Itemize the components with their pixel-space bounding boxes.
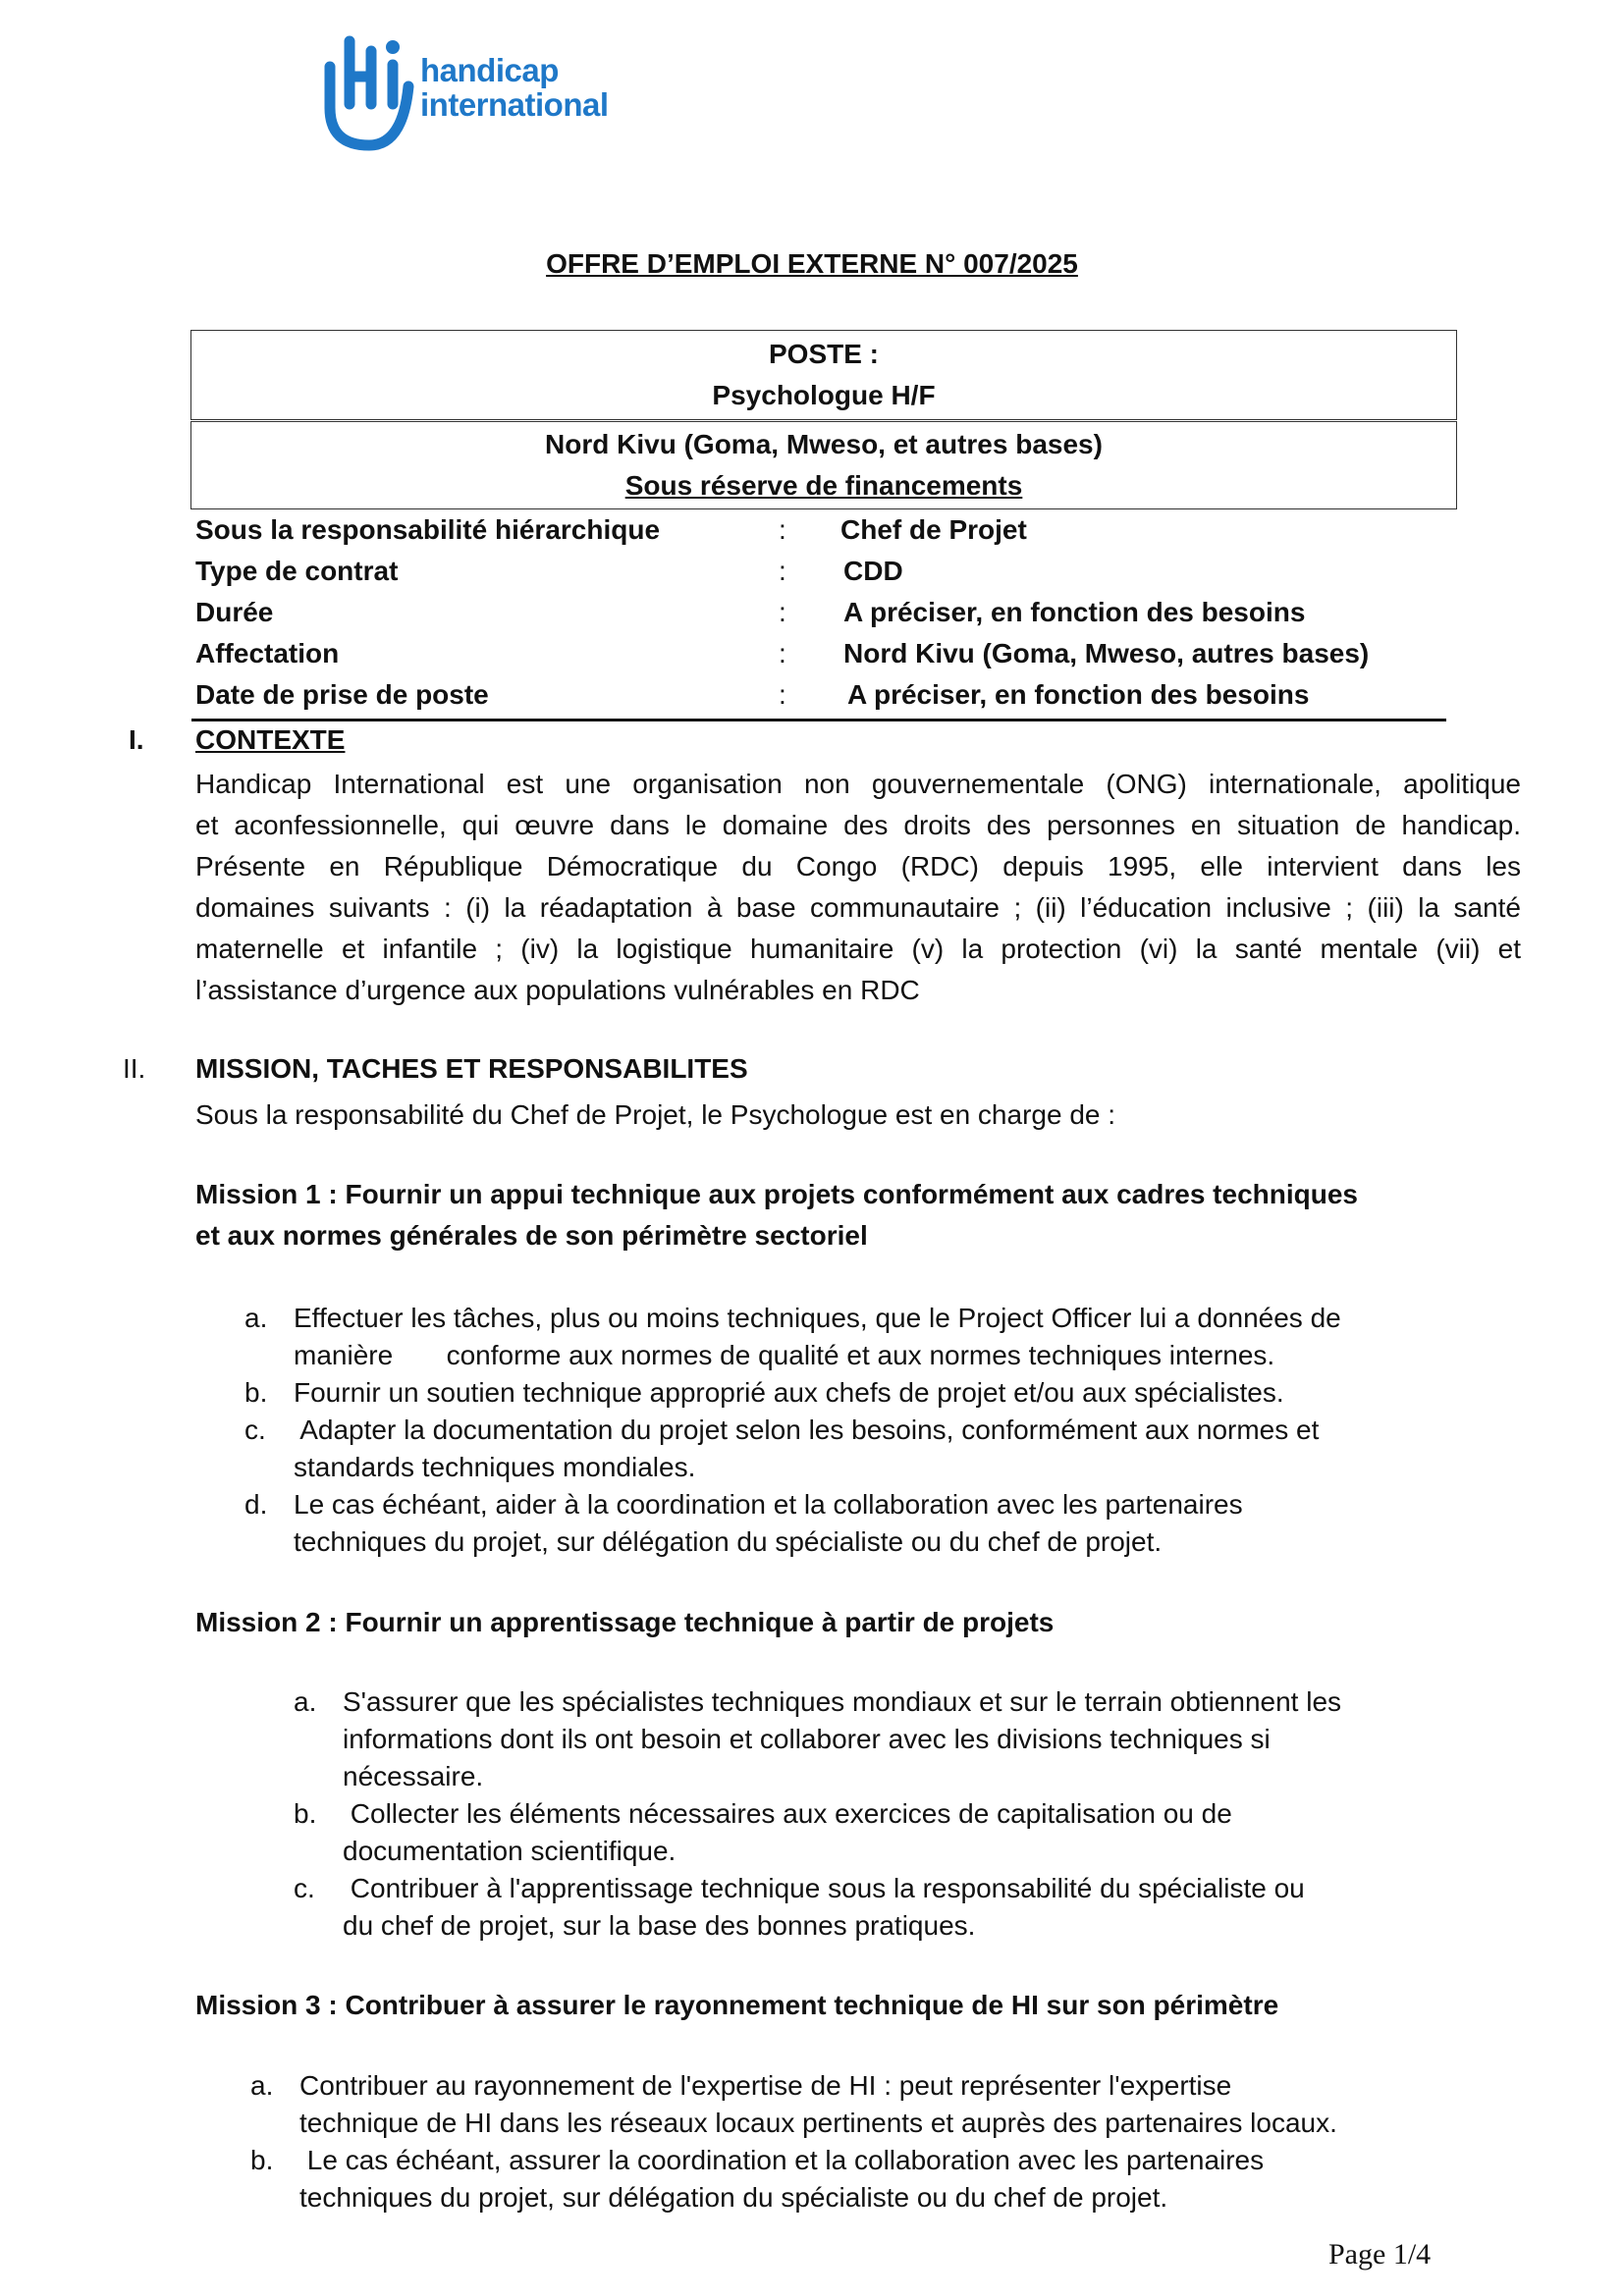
list-item-text: techniques du projet, sur délégation du spécialiste ou du chef de projet. — [294, 1526, 1163, 1557]
context-line: et aconfessionnelle, qui œuvre dans le domaine des droits des personnes en situation de handicap. — [195, 810, 1521, 840]
info-divider — [191, 719, 1446, 721]
mission-1-heading — [195, 1174, 1358, 1256]
list-item-text: informations dont ils ont besoin et collaborer avec les divisions techniques si — [343, 1724, 1271, 1754]
list-item-label: a. — [250, 2070, 274, 2101]
list-item-label: b. — [250, 2145, 274, 2175]
list-item-text: Contribuer au rayonnement de l'expertise de HI : peut représenter l'expertise — [299, 2070, 1232, 2101]
list-item-text: Fournir un soutien technique approprié aux chefs de projet et/ou aux spécialistes. — [294, 1377, 1284, 1408]
list-item-text: Contribuer à l'apprentissage technique sous la responsabilité du spécialiste ou — [343, 1873, 1305, 1903]
info-key: Date de prise de poste — [195, 679, 489, 710]
info-sep: : — [779, 556, 786, 586]
logo — [320, 27, 654, 155]
info-key: Sous la responsabilité hiérarchique — [195, 514, 661, 545]
list-item-label: b. — [244, 1377, 268, 1408]
info-row — [195, 509, 1452, 551]
info-sep: : — [779, 638, 786, 668]
poste-label: POSTE : — [768, 339, 879, 369]
list-item-text: du chef de projet, sur la base des bonnes pratiques. — [343, 1910, 976, 1941]
section-1-number: I. — [129, 724, 144, 755]
mission-1-line-2: et aux normes générales de son périmètre sectoriel — [195, 1220, 868, 1251]
mission-2-line-1: Mission 2 : Fournir un apprentissage technique à partir de projets — [195, 1607, 1055, 1637]
list-item — [294, 1683, 1472, 1795]
list-item-text: Collecter les éléments nécessaires aux exercices de capitalisation ou de — [343, 1798, 1232, 1829]
list-item — [250, 2142, 1478, 2216]
info-value: A préciser, en fonction des besoins — [843, 597, 1306, 627]
context-paragraph — [195, 764, 1521, 1011]
list-item-text: nécessaire. — [343, 1761, 484, 1791]
context-line: domaines suivants : (i) la réadaptation à base communautaire ; (ii) l’éducation inclusive ; (iii) la santé — [195, 892, 1521, 923]
logo-text — [420, 53, 609, 122]
mission-3-heading — [195, 1985, 1278, 2026]
context-line: maternelle et infantile ; (iv) la logistique humanitaire (v) la protection (vi) la santé mentale (vii) et — [195, 934, 1521, 964]
info-row — [195, 633, 1452, 674]
list-item — [244, 1412, 1472, 1486]
offer-title-text: OFFRE D’EMPLOI EXTERNE N° 007/2025 — [546, 248, 1078, 279]
list-item-text: documentation scientifique. — [343, 1836, 677, 1866]
info-value: CDD — [843, 556, 903, 586]
list-item-text: Le cas échéant, assurer la coordination et la collaboration avec les partenaires — [299, 2145, 1265, 2175]
context-line: l’assistance d’urgence aux populations vulnérables en RDC — [195, 975, 920, 1005]
mission-3-line-1: Mission 3 : Contribuer à assurer le rayonnement technique de HI sur son périmètre — [195, 1990, 1279, 2020]
info-row — [195, 551, 1452, 592]
list-item — [294, 1795, 1472, 1870]
list-item-text: manière conforme aux normes de qualité et aux normes techniques internes. — [294, 1340, 1275, 1370]
section-2-title: MISSION, TACHES ET RESPONSABILITES — [195, 1053, 748, 1084]
info-key: Affectation — [195, 638, 340, 668]
info-sep: : — [779, 597, 786, 627]
context-line: Présente en République Démocratique du Congo (RDC) depuis 1995, elle intervient dans les — [195, 851, 1521, 881]
section-2-number: II. — [123, 1053, 146, 1084]
mission-1-list — [244, 1300, 1472, 1561]
mission-2-list — [294, 1683, 1472, 1945]
list-item — [294, 1870, 1472, 1945]
list-item-text: Le cas échéant, aider à la coordination et la collaboration avec les partenaires — [294, 1489, 1243, 1520]
list-item-label: c. — [244, 1415, 266, 1445]
list-item-text: techniques du projet, sur délégation du spécialiste ou du chef de projet. — [299, 2182, 1168, 2213]
list-item — [250, 2067, 1478, 2142]
funding-note: Sous réserve de financements — [624, 470, 1023, 501]
info-row — [195, 674, 1452, 716]
list-item — [244, 1486, 1472, 1561]
poste-value: Psychologue H/F — [712, 380, 936, 410]
list-item-text: S'assurer que les spécialistes techniques mondiaux et sur le terrain obtiennent les — [343, 1686, 1342, 1717]
info-row — [195, 592, 1452, 633]
list-item — [244, 1300, 1472, 1374]
list-item-text: technique de HI dans les réseaux locaux pertinents et auprès des partenaires locaux. — [299, 2108, 1337, 2138]
list-item — [244, 1374, 1472, 1412]
location-box — [190, 421, 1457, 509]
info-value: Nord Kivu (Goma, Mweso, autres bases) — [843, 638, 1370, 668]
list-item-label: d. — [244, 1489, 268, 1520]
location-value: Nord Kivu (Goma, Mweso, et autres bases) — [545, 429, 1103, 459]
logo-line-2: international — [420, 86, 609, 123]
list-item-text: standards techniques mondiales. — [294, 1452, 696, 1482]
list-item-label: a. — [294, 1686, 317, 1717]
list-item-text: Effectuer les tâches, plus ou moins techniques, que le Project Officer lui a données de — [294, 1303, 1341, 1333]
info-sep: : — [779, 514, 786, 545]
context-line: Handicap International est une organisation non gouvernementale (ONG) internationale, apolitique — [195, 769, 1521, 799]
list-item-label: c. — [294, 1873, 315, 1903]
info-sep: : — [779, 679, 786, 710]
page-number: Page 1/4 — [1328, 2238, 1432, 2270]
info-key: Durée — [195, 597, 274, 627]
mission-2-heading — [195, 1602, 1054, 1643]
section-2-intro — [195, 1095, 1521, 1136]
logo-line-1: handicap — [420, 52, 559, 88]
list-item-label: b. — [294, 1798, 317, 1829]
poste-box — [190, 330, 1457, 420]
info-value: Chef de Projet — [840, 514, 1027, 545]
mission-3-list — [250, 2067, 1478, 2216]
intro-line: Sous la responsabilité du Chef de Projet, le Psychologue est en charge de : — [195, 1099, 1116, 1130]
mission-1-line-1: Mission 1 : Fournir un appui technique aux projets conformément aux cadres techniques — [195, 1179, 1358, 1209]
section-1-title: CONTEXTE — [195, 724, 346, 755]
info-key: Type de contrat — [195, 556, 399, 586]
list-item-text: Adapter la documentation du projet selon les besoins, conformément aux normes et — [294, 1415, 1320, 1445]
info-value: A préciser, en fonction des besoins — [847, 679, 1310, 710]
offer-title — [0, 248, 1624, 280]
hi-hand-icon — [320, 27, 418, 155]
list-item-label: a. — [244, 1303, 268, 1333]
